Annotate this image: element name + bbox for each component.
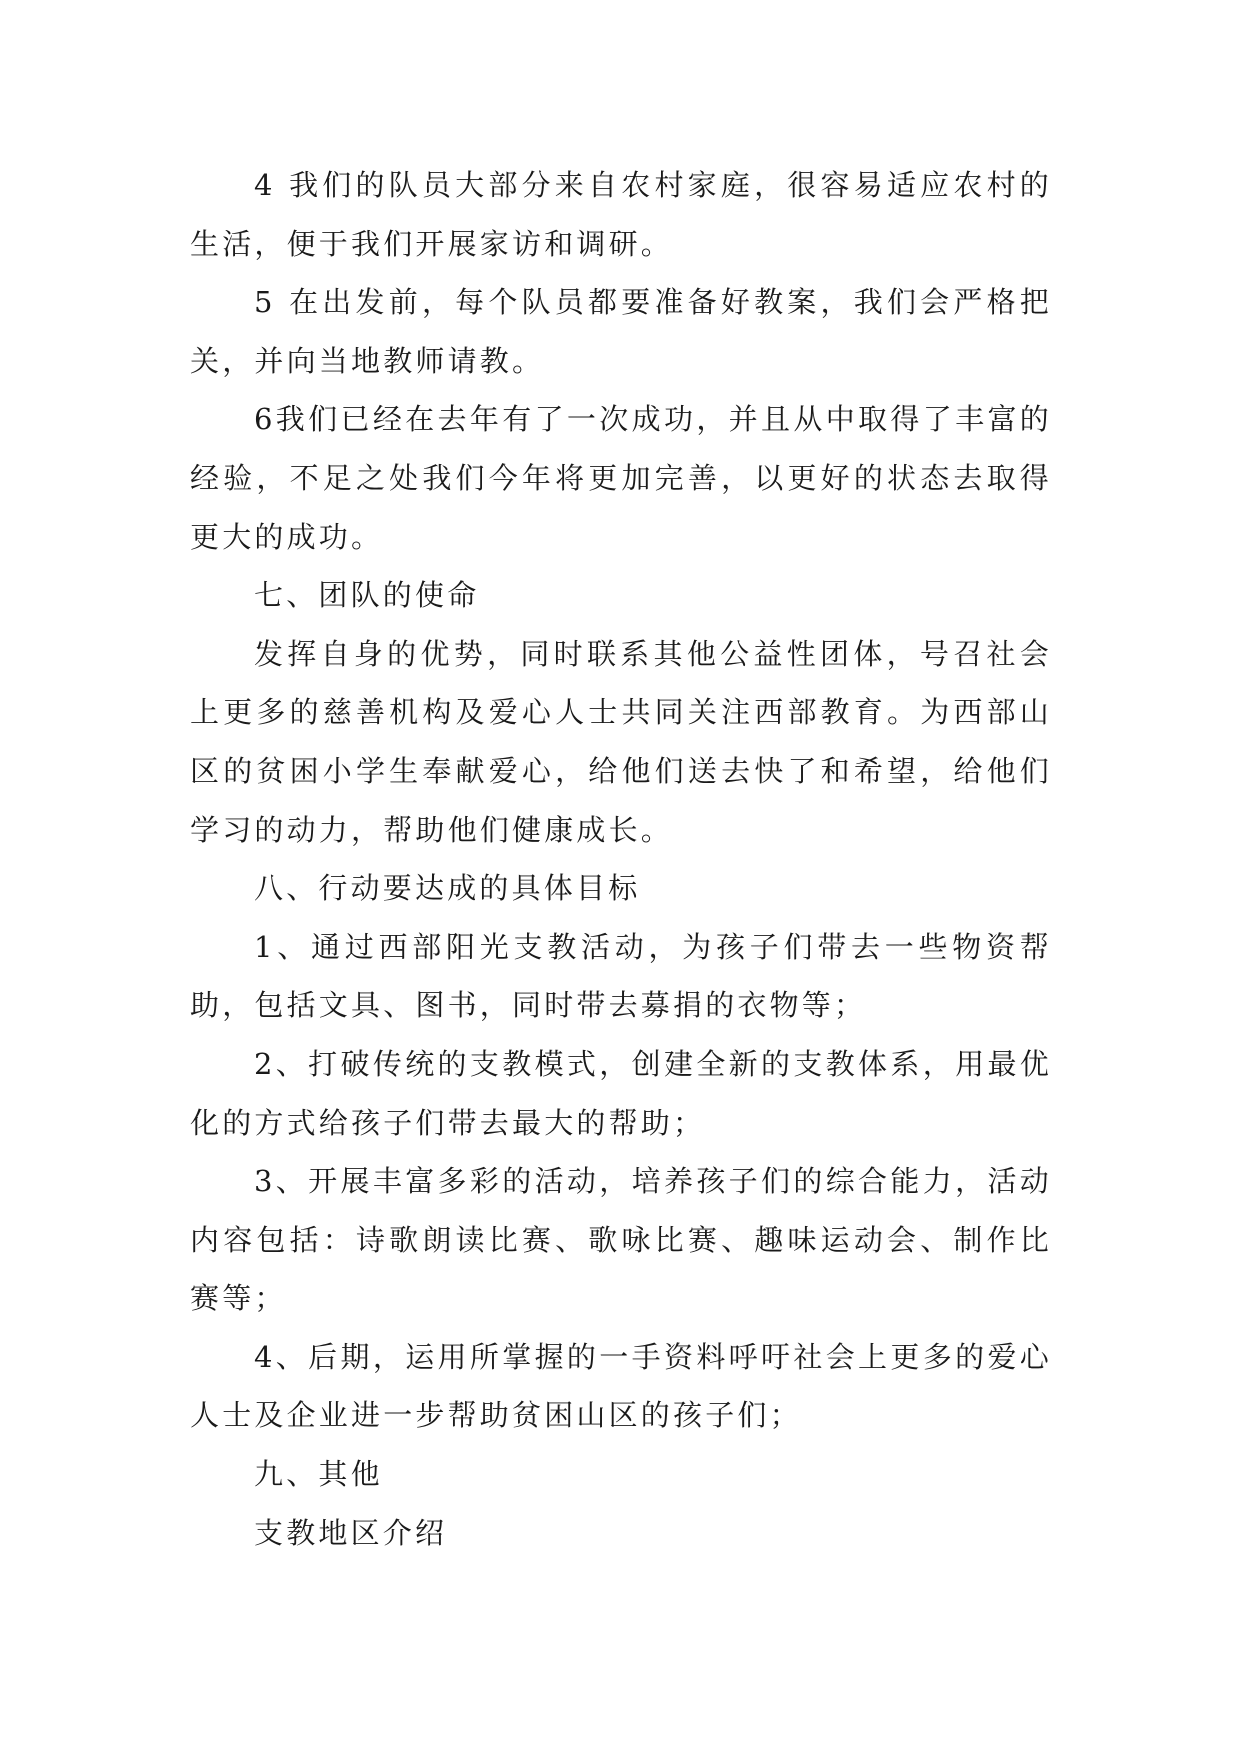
paragraph-region-intro: 支教地区介绍	[254, 1515, 448, 1550]
document-body	[190, 156, 1052, 1562]
paragraph-item-5-lesson-plans: 5 在出发前，每个队员都要准备好教案，我们会严格把关，并向当地教师请教。	[190, 285, 1052, 378]
paragraph-goal-4: 4、后期，运用所掌握的一手资料呼吁社会上更多的爱心人士及企业进一步帮助贫困山区的孩子们；	[190, 1339, 1052, 1433]
section-heading-goals: 八、行动要达成的具体目标	[254, 871, 641, 906]
paragraph-goal-3: 3、开展丰富多彩的活动，培养孩子们的综合能力，活动内容包括：诗歌朗读比赛、歌咏比赛、趣味运动会、制作比赛等；	[190, 1164, 1052, 1316]
section-heading-other: 九、其他	[254, 1457, 383, 1492]
paragraph-mission: 发挥自身的优势，同时联系其他公益性团体，号召社会上更多的慈善机构及爱心人士共同关注西部教育。为西部山区的贫困小学生奉献爱心，给他们送去快了和希望，给他们学习的动力，帮助他们健康成长。	[190, 636, 1052, 847]
section-heading-mission: 七、团队的使命	[254, 578, 480, 613]
paragraph-goal-1: 1、通过西部阳光支教活动，为孩子们带去一些物资帮助，包括文具、图书，同时带去募捐的衣物等；	[190, 929, 1052, 1023]
paragraph-item-6-experience: 6我们已经在去年有了一次成功，并且从中取得了丰富的经验，不足之处我们今年将更加完善，以更好的状态去取得更大的成功。	[190, 402, 1052, 554]
paragraph-goal-2: 2、打破传统的支教模式，创建全新的支教体系，用最优化的方式给孩子们带去最大的帮助；	[190, 1046, 1052, 1140]
paragraph-item-4-rural: 4 我们的队员大部分来自农村家庭，很容易适应农村的生活，便于我们开展家访和调研。	[190, 168, 1052, 261]
